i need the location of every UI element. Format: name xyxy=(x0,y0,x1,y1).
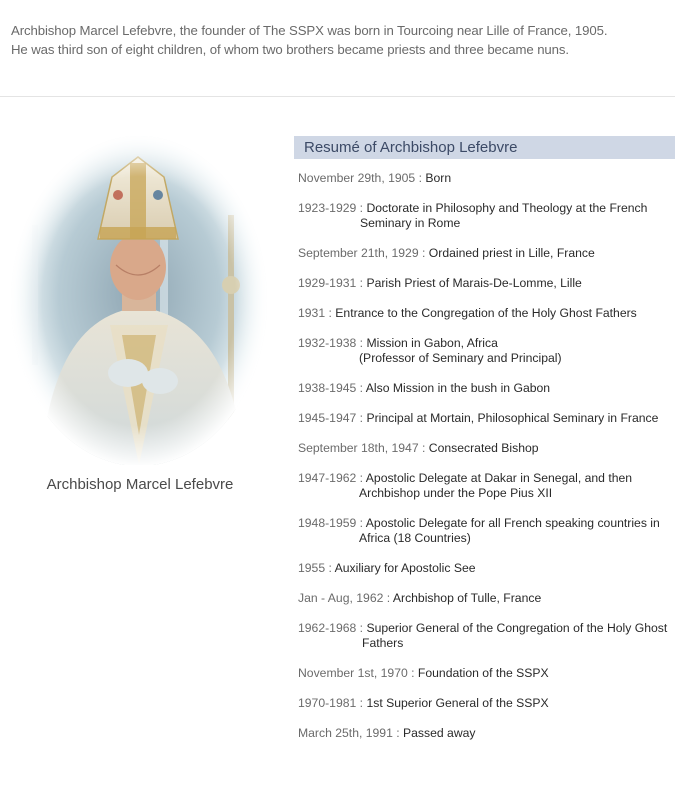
timeline-item xyxy=(298,561,668,576)
timeline-date: 1931 : xyxy=(298,306,332,320)
timeline-date: 1945-1947 : xyxy=(298,411,364,425)
timeline-date: September 21th, 1929 : xyxy=(298,246,426,260)
timeline-date: 1962-1968 : xyxy=(298,621,364,635)
timeline-item xyxy=(298,171,668,186)
timeline-item xyxy=(298,621,668,651)
intro-text xyxy=(11,21,666,59)
timeline-event: Entrance to the Congregation of the Holy Ghost Fathers xyxy=(335,306,637,320)
timeline-item xyxy=(298,696,668,711)
timeline-event-continued: Africa (18 Countries) xyxy=(359,531,471,545)
timeline-item xyxy=(298,276,668,291)
timeline-date: November 29th, 1905 : xyxy=(298,171,422,185)
timeline-event: Also Mission in the bush in Gabon xyxy=(365,381,551,395)
timeline-event-continued: Seminary in Rome xyxy=(360,216,461,230)
timeline-event: Superior General of the Congregation of the Holy Ghost xyxy=(366,621,668,635)
timeline-date: 1948-1959 : xyxy=(298,516,364,530)
timeline-date: 1929-1931 : xyxy=(298,276,364,290)
resume-title: Resumé of Archbishop Lefebvre xyxy=(294,136,675,159)
timeline-item xyxy=(298,726,668,741)
timeline-event: Born xyxy=(425,171,452,185)
intro-line-1: Archbishop Marcel Lefebvre, the founder of The SSPX was born in Tourcoing near Lille of France, 1905. xyxy=(11,23,608,38)
timeline-date: 1955 : xyxy=(298,561,332,575)
timeline-item xyxy=(298,306,668,321)
timeline-item xyxy=(298,591,668,606)
timeline-date: September 18th, 1947 : xyxy=(298,441,426,455)
intro-line-2: He was third son of eight children, of whom two brothers became priests and three became nuns. xyxy=(11,42,569,57)
timeline-event: Consecrated Bishop xyxy=(428,441,539,455)
timeline-item xyxy=(298,411,668,426)
timeline-event-continued: Fathers xyxy=(362,636,404,650)
portrait-caption: Archbishop Marcel Lefebvre xyxy=(46,476,234,493)
timeline-event: Passed away xyxy=(403,726,476,740)
timeline-event: Foundation of the SSPX xyxy=(417,666,549,680)
timeline-event: Parish Priest of Marais-De-Lomme, Lille xyxy=(366,276,582,290)
timeline-event-continued: Archbishop under the Pope Pius XII xyxy=(359,486,553,500)
timeline-event: 1st Superior General of the SSPX xyxy=(366,696,549,710)
timeline-date: 1947-1962 : xyxy=(298,471,364,485)
timeline-item xyxy=(298,336,668,366)
timeline-item xyxy=(298,441,668,456)
timeline-item xyxy=(298,516,668,546)
timeline-date: 1923-1929 : xyxy=(298,201,364,215)
timeline-date: Jan - Aug, 1962 : xyxy=(298,591,391,605)
portrait-photo xyxy=(10,135,268,467)
timeline-item xyxy=(298,381,668,396)
timeline-event: Apostolic Delegate for all French speaking countries in xyxy=(365,516,660,530)
timeline-date: 1932-1938 : xyxy=(298,336,364,350)
timeline-item xyxy=(298,666,668,681)
timeline-date: 1970-1981 : xyxy=(298,696,364,710)
timeline-event: Auxiliary for Apostolic See xyxy=(334,561,476,575)
timeline-date: March 25th, 1991 : xyxy=(298,726,400,740)
resume-timeline xyxy=(298,171,668,756)
timeline-item xyxy=(298,246,668,261)
timeline-item xyxy=(298,471,668,501)
timeline-item xyxy=(298,201,668,231)
timeline-event: Mission in Gabon, Africa xyxy=(366,336,498,350)
section-divider xyxy=(0,96,675,97)
timeline-event: Apostolic Delegate at Dakar in Senegal, and then xyxy=(365,471,633,485)
timeline-date: November 1st, 1970 : xyxy=(298,666,415,680)
timeline-date: 1938-1945 : xyxy=(298,381,364,395)
timeline-event: Ordained priest in Lille, France xyxy=(428,246,595,260)
timeline-event: Principal at Mortain, Philosophical Seminary in France xyxy=(366,411,659,425)
portrait-image xyxy=(10,135,268,467)
timeline-event-continued: (Professor of Seminary and Principal) xyxy=(359,351,562,365)
timeline-event: Archbishop of Tulle, France xyxy=(392,591,542,605)
timeline-event: Doctorate in Philosophy and Theology at the French xyxy=(366,201,648,215)
